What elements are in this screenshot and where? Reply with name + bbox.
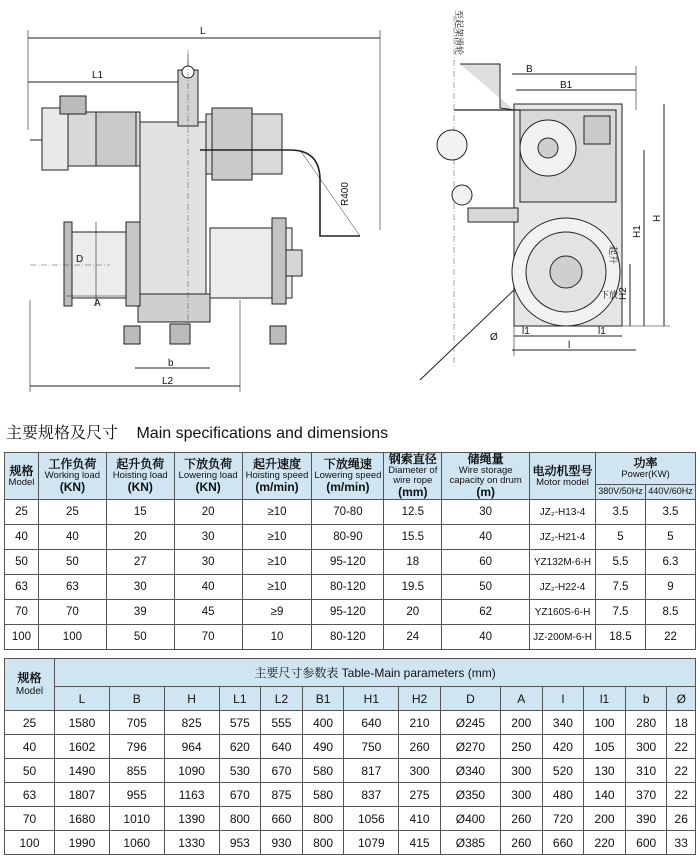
main-cell: 953 (219, 831, 261, 855)
spec-cell: JZ₂-H22-4 (530, 575, 596, 600)
spec-header-power-380: 380V/50Hz (595, 484, 645, 499)
front-view (28, 30, 380, 392)
main-cell: 580 (302, 783, 344, 807)
main-cell: Ø245 (440, 711, 500, 735)
main-cell: 640 (344, 711, 399, 735)
side-view (420, 16, 670, 380)
spec-cell: ≥10 (242, 500, 312, 525)
main-cell: 855 (109, 759, 164, 783)
spec-header-wire-storage: 储绳量 Wire storage capacity on drum (m) (442, 453, 530, 500)
main-row (5, 759, 696, 783)
spec-cell: 40 (174, 575, 242, 600)
main-cell: 310 (625, 759, 667, 783)
main-cell: 100 (5, 831, 55, 855)
spec-row (5, 550, 696, 575)
main-cell: 750 (344, 735, 399, 759)
spec-row (5, 575, 696, 600)
main-cell: 575 (219, 711, 261, 735)
main-cell: 300 (399, 759, 441, 783)
spec-cell: 30 (174, 550, 242, 575)
spec-cell: 25 (5, 500, 39, 525)
spec-cell: 50 (38, 550, 106, 575)
main-cell: Ø340 (440, 759, 500, 783)
main-cell: 490 (302, 735, 344, 759)
spec-cell: JZ₂-H21-4 (530, 525, 596, 550)
main-row (5, 735, 696, 759)
main-cell: 300 (625, 735, 667, 759)
main-cell: 33 (667, 831, 696, 855)
main-cell: 26 (667, 807, 696, 831)
main-cell: 105 (584, 735, 626, 759)
main-row (5, 807, 696, 831)
main-header-col: l1 (584, 687, 626, 711)
main-cell: 955 (109, 783, 164, 807)
main-cell: 875 (261, 783, 303, 807)
main-cell: 1807 (55, 783, 110, 807)
main-cell: 800 (302, 831, 344, 855)
spec-cell: 39 (106, 600, 174, 625)
spec-cell: 60 (442, 550, 530, 575)
technical-drawing (0, 0, 700, 405)
spec-cell: ≥10 (242, 550, 312, 575)
main-cell: 130 (584, 759, 626, 783)
main-header-col: B (109, 687, 164, 711)
main-cell: 1090 (164, 759, 219, 783)
spec-cell: 95-120 (312, 600, 384, 625)
main-cell: Ø270 (440, 735, 500, 759)
spec-row (5, 600, 696, 625)
spec-cell: 70 (5, 600, 39, 625)
spec-cell: JZ₂-H13-4 (530, 500, 596, 525)
main-cell: 817 (344, 759, 399, 783)
main-cell: 600 (625, 831, 667, 855)
main-header-col: L2 (261, 687, 303, 711)
main-cell: 796 (109, 735, 164, 759)
main-parameters-table (4, 658, 696, 855)
main-header-col: H (164, 687, 219, 711)
dim-label-l1: l1 (522, 326, 530, 337)
main-cell: 100 (584, 711, 626, 735)
spec-cell: 20 (174, 500, 242, 525)
main-cell: 200 (500, 711, 542, 735)
main-cell: 640 (261, 735, 303, 759)
main-cell: 40 (5, 735, 55, 759)
spec-header-power: 功率 Power(KW) (595, 453, 695, 485)
main-cell: 340 (542, 711, 584, 735)
main-cell: 800 (302, 807, 344, 831)
spec-cell: YZ160S-6-H (530, 600, 596, 625)
main-cell: 280 (625, 711, 667, 735)
dim-label-L: L (200, 26, 206, 37)
spec-cell: 40 (5, 525, 39, 550)
spec-cell: 5.5 (595, 550, 645, 575)
spec-cell: 3.5 (645, 500, 695, 525)
lower-note: 下放 (600, 290, 619, 300)
spec-cell: 40 (442, 525, 530, 550)
main-cell: 530 (219, 759, 261, 783)
main-cell: Ø385 (440, 831, 500, 855)
spec-cell: 40 (442, 625, 530, 650)
main-cell: 1330 (164, 831, 219, 855)
main-cell: 825 (164, 711, 219, 735)
main-cell: 1580 (55, 711, 110, 735)
spec-cell: ≥10 (242, 525, 312, 550)
main-cell: 220 (584, 831, 626, 855)
main-cell: 260 (500, 807, 542, 831)
main-cell: 300 (500, 759, 542, 783)
main-cell: 420 (542, 735, 584, 759)
spec-cell: 30 (442, 500, 530, 525)
spec-cell: 95-120 (312, 550, 384, 575)
spec-cell: 10 (242, 625, 312, 650)
main-cell: 210 (399, 711, 441, 735)
main-cell: 660 (542, 831, 584, 855)
main-header-col: L (55, 687, 110, 711)
spec-cell: 80-90 (312, 525, 384, 550)
section-title (6, 420, 388, 443)
spec-cell: 20 (106, 525, 174, 550)
main-header-col: A (500, 687, 542, 711)
main-cell: 63 (5, 783, 55, 807)
spec-cell: 20 (384, 600, 442, 625)
spec-cell: 70-80 (312, 500, 384, 525)
spec-table (4, 452, 696, 650)
spec-cell: JZ-200M-6-H (530, 625, 596, 650)
section-title-en: Main specifications and dimensions (136, 425, 389, 442)
main-cell: 1163 (164, 783, 219, 807)
main-cell: 22 (667, 783, 696, 807)
dim-label-R400: R400 (340, 182, 351, 206)
spec-cell: 50 (106, 625, 174, 650)
spec-cell: 70 (174, 625, 242, 650)
spec-header-hoisting-speed: 起升速度 Hoisting speed (m/min) (242, 453, 312, 500)
main-cell: 800 (219, 807, 261, 831)
spec-cell: 7.5 (595, 575, 645, 600)
spec-cell: 25 (38, 500, 106, 525)
spec-cell: 19.5 (384, 575, 442, 600)
main-cell: 410 (399, 807, 441, 831)
spec-cell: 40 (38, 525, 106, 550)
main-cell: 390 (625, 807, 667, 831)
main-cell: 520 (542, 759, 584, 783)
spec-header-lowering-speed: 下放绳速 Lowering speed (m/min) (312, 453, 384, 500)
main-cell: 18 (667, 711, 696, 735)
main-cell: 22 (667, 735, 696, 759)
main-cell: 25 (5, 711, 55, 735)
main-header-col: B1 (302, 687, 344, 711)
spec-header-hoisting-load: 起升负荷 Hoisting load (KN) (106, 453, 174, 500)
spec-header-motor-model: 电动机型号 Motor model (530, 453, 596, 500)
spec-cell: 15.5 (384, 525, 442, 550)
spec-cell: 9 (645, 575, 695, 600)
spec-cell: 27 (106, 550, 174, 575)
main-header-col: l (542, 687, 584, 711)
dim-label-B: B (526, 64, 533, 75)
spec-cell: 100 (38, 625, 106, 650)
main-cell: 415 (399, 831, 441, 855)
main-cell: 720 (542, 807, 584, 831)
main-cell: 620 (219, 735, 261, 759)
main-header-col: L1 (219, 687, 261, 711)
spec-cell: ≥9 (242, 600, 312, 625)
main-header-col: D (440, 687, 500, 711)
main-cell: 670 (219, 783, 261, 807)
main-cell: 50 (5, 759, 55, 783)
main-header-col: H1 (344, 687, 399, 711)
spec-header-lowering-load: 下放负荷 Lowering load (KN) (174, 453, 242, 500)
spec-cell: 22 (645, 625, 695, 650)
main-table-title: 主要尺寸参数表 Table-Main parameters (mm) (55, 659, 696, 687)
main-cell: 140 (584, 783, 626, 807)
main-cell: 70 (5, 807, 55, 831)
spec-cell: 63 (38, 575, 106, 600)
spec-cell: 5 (645, 525, 695, 550)
spec-header-model: 规格 Model (5, 453, 39, 500)
main-cell: 1390 (164, 807, 219, 831)
main-cell: 200 (584, 807, 626, 831)
spec-header-power-440: 440V/60Hz (645, 484, 695, 499)
main-cell: 260 (399, 735, 441, 759)
main-row (5, 711, 696, 735)
main-cell: 1010 (109, 807, 164, 831)
dim-label-H: H (652, 214, 663, 222)
main-cell: 580 (302, 759, 344, 783)
main-cell: 1680 (55, 807, 110, 831)
main-header-col: Ø (667, 687, 696, 711)
spec-cell: ≥10 (242, 575, 312, 600)
spec-header-rope-diameter: 钢索直径 Diameter of wire rope (mm) (384, 453, 442, 500)
spec-cell: 50 (5, 550, 39, 575)
spec-cell: 15 (106, 500, 174, 525)
dim-label-B1: B1 (560, 80, 573, 91)
main-cell: 260 (500, 831, 542, 855)
spec-row (5, 525, 696, 550)
spec-cell: 18.5 (595, 625, 645, 650)
main-cell: 555 (261, 711, 303, 735)
pulley-note: 至起架滑轮 (454, 10, 464, 56)
main-header-model: 规格 Model (5, 659, 55, 711)
spec-cell: 12.5 (384, 500, 442, 525)
main-cell: 300 (500, 783, 542, 807)
main-cell: 1490 (55, 759, 110, 783)
dim-label-H2: H2 (618, 287, 629, 300)
dim-label-l: l (568, 340, 571, 351)
main-cell: 370 (625, 783, 667, 807)
spec-cell: 8.5 (645, 600, 695, 625)
spec-cell: 80-120 (312, 625, 384, 650)
spec-cell: 6.3 (645, 550, 695, 575)
main-cell: Ø400 (440, 807, 500, 831)
spec-cell: 3.5 (595, 500, 645, 525)
main-row (5, 783, 696, 807)
main-cell: 1602 (55, 735, 110, 759)
spec-cell: 70 (38, 600, 106, 625)
main-cell: 400 (302, 711, 344, 735)
main-cell: 705 (109, 711, 164, 735)
dim-label-D: D (76, 254, 84, 265)
spec-row (5, 500, 696, 525)
main-cell: 964 (164, 735, 219, 759)
spec-cell: 80-120 (312, 575, 384, 600)
main-cell: 837 (344, 783, 399, 807)
spec-cell: 24 (384, 625, 442, 650)
spec-cell: 30 (174, 525, 242, 550)
main-cell: 660 (261, 807, 303, 831)
spec-cell: 63 (5, 575, 39, 600)
main-cell: 670 (261, 759, 303, 783)
main-cell: 22 (667, 759, 696, 783)
section-title-cn: 主要规格及尺寸 (6, 425, 119, 442)
dim-label-H1: H1 (632, 225, 643, 238)
main-cell: 250 (500, 735, 542, 759)
spec-cell: 62 (442, 600, 530, 625)
main-cell: Ø350 (440, 783, 500, 807)
main-header-col: H2 (399, 687, 441, 711)
dim-label-L2: L2 (162, 376, 174, 387)
main-header-col: b (625, 687, 667, 711)
dim-label-dia: Ø (490, 332, 498, 343)
spec-cell: 7.5 (595, 600, 645, 625)
spec-cell: 30 (106, 575, 174, 600)
dim-label-L1: L1 (92, 70, 104, 81)
spec-cell: 45 (174, 600, 242, 625)
main-row (5, 831, 696, 855)
main-cell: 1990 (55, 831, 110, 855)
dim-label-b: b (168, 358, 174, 369)
main-cell: 1060 (109, 831, 164, 855)
dim-label-A: A (94, 298, 101, 309)
main-cell: 1079 (344, 831, 399, 855)
lift-note: 起升 (608, 246, 618, 265)
spec-cell: 100 (5, 625, 39, 650)
main-cell: 480 (542, 783, 584, 807)
spec-cell: 5 (595, 525, 645, 550)
spec-header-working-load: 工作负荷 Working load (KN) (38, 453, 106, 500)
spec-row (5, 625, 696, 650)
spec-cell: YZ132M-6-H (530, 550, 596, 575)
main-cell: 930 (261, 831, 303, 855)
spec-cell: 18 (384, 550, 442, 575)
main-cell: 275 (399, 783, 441, 807)
dim-label-l1-right: l1 (598, 326, 606, 337)
spec-cell: 50 (442, 575, 530, 600)
main-cell: 1056 (344, 807, 399, 831)
